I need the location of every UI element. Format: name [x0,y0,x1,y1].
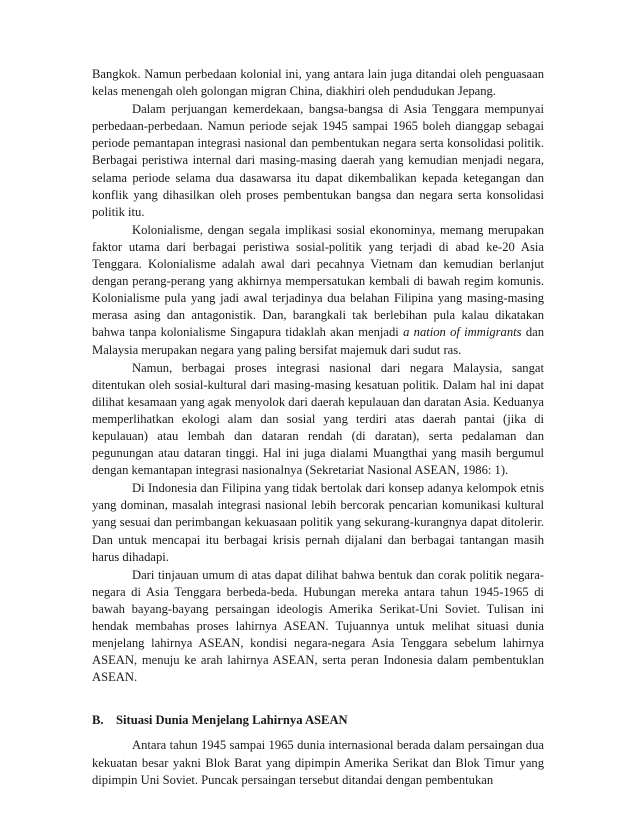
colonialism-text-before: Kolonialisme, dengan segala implikasi sosial ekonominya, memang merupakan faktor utama dari berbagai peristiwa sosial-politik yang terjadi di abad ke-20 Asia Tenggara. Kolonialisme adalah awal dari pecahnya Vietnam dan kemudian berlanjut dengan perang-perang yang akhirnya mempersatukan kembali di bawah regim komunis. Kolonialisme pula yang jadi awal terjadinya dua belahan Filipina yang masing-masing merasa asing dan antagonistik. Dan, barangkali tak berlebihan pula kalau dikatakan bahwa tanpa kolonialisme Singapura tidaklah akan menjadi [92,222,544,340]
section-title: Situasi Dunia Menjelang Lahirnya ASEAN [116,713,348,728]
paragraph-independence-struggle: Dalam perjuangan kemerdekaan, bangsa-bangsa di Asia Tenggara mempunyai perbedaan-perbedaan. Namun periode sejak 1945 sampai 1965 boleh dianggap sebagai periode pemantapan integrasi nasional dan pembentukan negara serta konsolidasi politik. Berbagai peristiwa internal dari masing-masing daerah yang kemudian menjadi negara, selama periode selama dua dasawarsa itu dapat dikembalikan kepada ketegangan dan konflik yang dihasilkan oleh proses pembentukan bangsa dan negara serta konsolidasi politik itu. [92,102,544,219]
paragraph-colonialism [92,222,544,359]
document-page [92,66,544,789]
section-heading [92,712,544,729]
paragraph-overview: Dari tinjauan umum di atas dapat dilihat bahwa bentuk dan corak politik negara-negara di Asia Tenggara berbeda-beda. Hubungan mereka antara tahun 1945-1965 di bawah bayang-bayang persaingan ideologis Amerika Serikat-Uni Soviet. Tulisan ini hendak membahas proses lahirnya ASEAN. Tujuannya untuk melihat situasi dunia menjelang lahirnya ASEAN, kondisi negara-negara Asia Tenggara sebelum lahirnya ASEAN, menuju ke arah lahirnya ASEAN, serta peran Indonesia dalam pembentuklan ASEAN. [92,567,544,685]
colonialism-text-after: dan Malaysia merupakan negara yang paling bersifat majemuk dari sudut ras. [92,325,545,357]
section-number: B. [92,713,104,728]
paragraph-world-situation: Antara tahun 1945 sampai 1965 dunia internasional berada dalam persaingan dua kekuatan besar yakni Blok Barat yang dipimpin Amerika Serikat dan Blok Timur yang dipimpin Uni Soviet. Puncak persaingan tersebut ditandai dengan pembentukan [92,738,544,787]
paragraph-continuation: Bangkok. Namun perbedaan kolonial ini, yang antara lain juga ditandai oleh penguasaan kelas menengah oleh golongan migran China, diakhiri oleh pendudukan Jepang. [92,67,544,99]
nation-of-immigrants-phrase: a nation of immigrants [403,325,522,340]
paragraph-national-integration: Namun, berbagai proses integrasi nasional dari negara Malaysia, sangat ditentukan oleh sosial-kultural dari masing-masing kesatuan politik. Dalam hal ini dapat dilihat kesamaan yang agak menyolok dari daerah kepulauan dan daratan Asia. Keduanya memperlihatkan ekologi alam dan sosial yang terdiri atas daerah pantai (jika di kepulauan) atau lembah dan dataran rendah (di daratan), serta pedalaman dan pegunungan atau dataran tinggi. Hal ini juga dialami Muangthai yang masih bergumul dengan kemantapan integrasi nasionalnya (Sekretariat Nasional ASEAN, 1986: 1). [92,360,544,478]
paragraph-indonesia-philippines: Di Indonesia dan Filipina yang tidak bertolak dari konsep adanya kelompok etnis yang dominan, masalah integrasi nasional lebih bercorak pencarian komunikasi kultural yang sesuai dan perimbangan kekuasaan politik yang sekurang-kurangnya dapat ditolerir. Dan untuk mencapai itu berbagai krisis pernah dijalani dan berbagai tantangan masih harus dihadapi. [92,481,544,564]
